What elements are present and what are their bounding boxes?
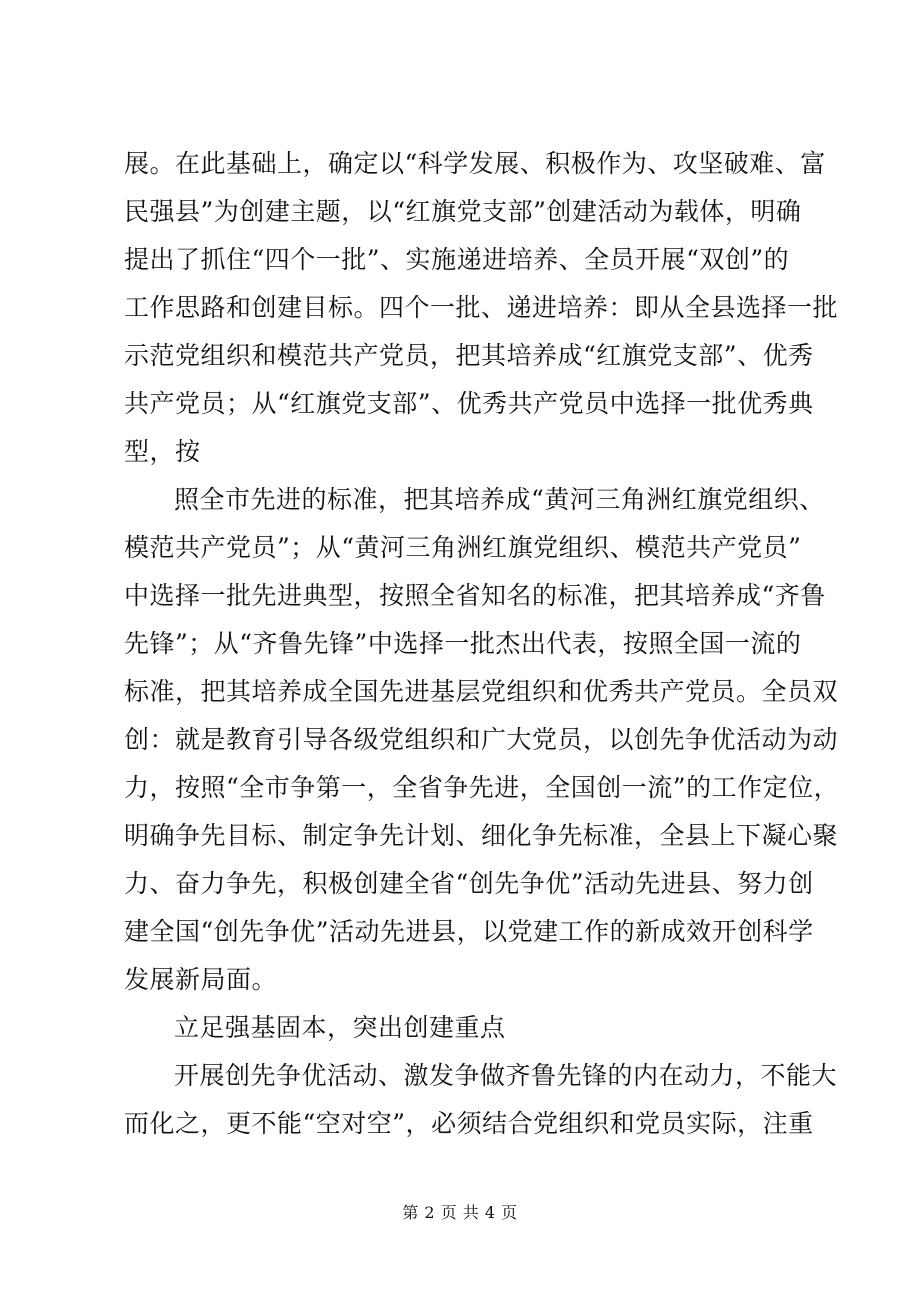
text-line: 共产党员；从“红旗党支部”、优秀共产党员中选择一批优秀典 <box>124 389 814 418</box>
text-line: 标准，把其培养成全国先进基层党组织和优秀共产党员。全员双 <box>124 677 839 706</box>
text-line: 照全市先进的标准，把其培养成“黄河三角洲红旗党组织、 <box>174 485 825 514</box>
section-heading: 立足强基固本，突出创建重点 <box>174 1013 506 1042</box>
text-line: 开展创先争优活动、激发争做齐鲁先锋的内在动力，不能大 <box>174 1061 838 1090</box>
text-line: 民强县”为创建主题，以“红旗党支部”创建活动为载体，明确 <box>124 197 802 226</box>
text-line: 展。在此基础上，确定以“科学发展、积极作为、攻坚破难、富 <box>124 149 826 178</box>
text-line: 工作思路和创建目标。四个一批、递进培养：即从全县选择一批 <box>124 293 839 322</box>
text-line: 力、奋力争先，积极创建全省“创先争优”活动先进县、努力创 <box>124 869 814 898</box>
body-text <box>124 140 840 1148</box>
text-line: 明确争先目标、制定争先计划、细化争先标准，全县上下凝心聚 <box>124 821 839 850</box>
text-line: 型，按 <box>124 437 201 466</box>
text-line: 模范共产党员”；从“黄河三角洲红旗党组织、模范共产党员” <box>124 533 802 562</box>
text-line: 提出了抓住“四个一批”、实施递进培养、全员开展“双创”的 <box>124 245 790 274</box>
text-line: 建全国“创先争优”活动先进县，以党建工作的新成效开创科学 <box>124 917 814 946</box>
text-line: 发展新局面。 <box>124 965 278 994</box>
text-line: 创：就是教育引导各级党组织和广大党员，以创先争优活动为动 <box>124 725 839 754</box>
text-line: 先锋”；从“齐鲁先锋”中选择一批杰出代表，按照全国一流的 <box>124 629 802 658</box>
page-footer: 第 2 页 共 4 页 <box>402 1203 518 1222</box>
text-line: 而化之，更不能“空对空”，必须结合党组织和党员实际，注重 <box>124 1109 814 1138</box>
text-line: 中选择一批先进典型，按照全省知名的标准，把其培养成“齐鲁 <box>124 581 826 610</box>
text-line: 力，按照“全市争第一，全省争先进，全国创一流”的工作定位， <box>124 773 840 802</box>
text-line: 示范党组织和模范共产党员，把其培养成“红旗党支部”、优秀 <box>124 341 814 370</box>
